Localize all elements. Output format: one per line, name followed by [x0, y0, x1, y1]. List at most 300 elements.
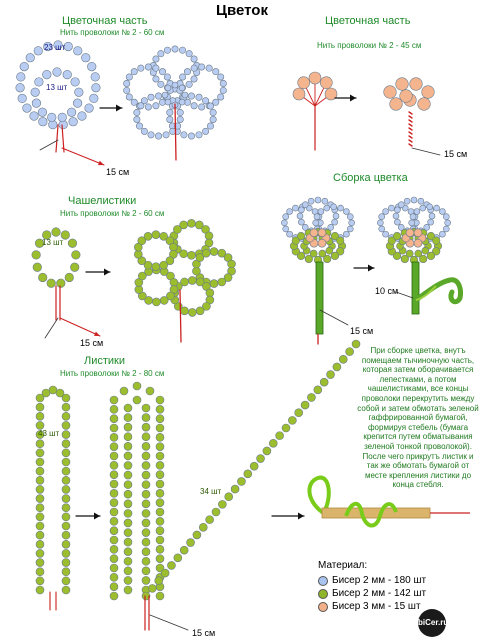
- bead: [36, 540, 44, 548]
- bead: [36, 467, 44, 475]
- bead: [142, 548, 150, 556]
- bead: [131, 99, 137, 105]
- bead: [110, 555, 118, 563]
- bead: [400, 90, 413, 103]
- bead: [124, 481, 132, 489]
- bead: [281, 220, 287, 226]
- bead: [36, 586, 44, 594]
- bead: [156, 396, 164, 404]
- bead: [156, 508, 164, 516]
- bead: [196, 307, 204, 315]
- bead: [124, 509, 132, 517]
- bead: [156, 480, 164, 488]
- bead: [333, 213, 339, 219]
- bead: [418, 198, 424, 204]
- bead: [443, 226, 449, 232]
- bead: [42, 70, 51, 79]
- bead: [220, 87, 226, 93]
- stem: [412, 262, 419, 314]
- pointer-line: [320, 310, 348, 325]
- bead: [179, 74, 185, 80]
- bead: [33, 263, 42, 272]
- bead: [186, 50, 192, 56]
- bead: [180, 546, 188, 554]
- bead: [124, 586, 132, 594]
- bead: [383, 231, 389, 237]
- bead: [347, 226, 353, 232]
- flower-part-thread-2: Нить проволоки № 2 - 45 см: [317, 41, 422, 50]
- bead: [207, 103, 213, 109]
- bead: [167, 116, 173, 122]
- bead: [110, 415, 118, 423]
- bead: [338, 205, 344, 211]
- bead: [62, 421, 70, 429]
- flower-part-heading-1: Цветочная часть: [62, 15, 148, 27]
- bead: [331, 252, 339, 260]
- measure-line: [60, 318, 100, 336]
- bead: [282, 424, 290, 432]
- bead: [62, 586, 70, 594]
- bead: [443, 214, 449, 220]
- count-34-label: 34 шт: [200, 487, 222, 496]
- bead: [38, 108, 47, 117]
- bead: [161, 569, 169, 577]
- bead: [124, 519, 132, 527]
- bead: [287, 231, 293, 237]
- bead: [36, 403, 44, 411]
- bead: [210, 109, 216, 115]
- bead: [136, 123, 142, 129]
- bead: [439, 231, 445, 237]
- bead: [110, 564, 118, 572]
- bead: [124, 500, 132, 508]
- bead: [302, 202, 308, 208]
- bead: [218, 500, 226, 508]
- bead: [73, 47, 82, 56]
- material-label: Бисер 2 мм - 180 шт: [332, 575, 427, 586]
- bead: [179, 47, 185, 53]
- bead: [165, 99, 171, 105]
- bead: [124, 414, 132, 422]
- bead: [131, 68, 137, 74]
- bead: [331, 204, 337, 210]
- bead: [81, 53, 90, 62]
- bead: [85, 104, 94, 113]
- bead: [191, 56, 197, 62]
- bead: [142, 433, 150, 441]
- bead: [377, 220, 383, 226]
- bead: [42, 389, 50, 397]
- bead: [126, 74, 132, 80]
- bead: [326, 247, 333, 254]
- bead: [269, 439, 277, 447]
- bead: [110, 583, 118, 591]
- bead: [31, 88, 40, 97]
- bead: [155, 133, 161, 139]
- bead: [30, 112, 39, 121]
- bead: [212, 508, 220, 516]
- bead: [393, 213, 399, 219]
- bead: [394, 207, 400, 213]
- wire: [56, 125, 58, 152]
- bead: [47, 279, 56, 288]
- bead: [110, 489, 118, 497]
- bead: [142, 567, 150, 575]
- bead: [62, 403, 70, 411]
- bead: [422, 247, 429, 254]
- bead-swatch-orange: [318, 602, 328, 612]
- bead: [120, 387, 128, 395]
- bead: [110, 443, 118, 451]
- bead: [225, 493, 233, 501]
- bead: [134, 109, 140, 115]
- bead: [162, 92, 168, 98]
- bead: [429, 213, 435, 219]
- bead: [390, 98, 403, 111]
- bead: [142, 576, 150, 584]
- bead: [142, 529, 150, 537]
- count-13-sepal-label: 13 шт: [42, 238, 64, 247]
- material-item: [318, 600, 426, 613]
- bead: [257, 455, 265, 463]
- bead: [124, 490, 132, 498]
- bead: [153, 65, 159, 71]
- bead: [62, 568, 70, 576]
- bead: [191, 65, 197, 71]
- pointer-line: [40, 140, 58, 150]
- length-label-sepals: 15 см: [80, 338, 104, 348]
- bead: [218, 278, 226, 286]
- bead: [32, 99, 41, 108]
- bead: [383, 208, 389, 214]
- bead: [56, 279, 65, 288]
- length-label-leaves: 15 см: [192, 628, 216, 638]
- assembly-notes: При сборке цветка, внутъ помещаем тычиночную часть, которая затем оборачивается лепестками, а потом чашелистиками, все концы проволоки перекрутить между собой и затем обмотать зеленой гаффрированной бумагой, формируя стебель (бумага крепится путем обматывания зеленой тонкой проволокой). После чего прикрутъ листик и так же обмотать бумагой от месте крепления листики до конца стебля.: [357, 346, 479, 490]
- bead: [191, 76, 197, 82]
- bead: [379, 214, 385, 220]
- bead: [384, 86, 397, 99]
- bead: [210, 248, 218, 256]
- bead: [58, 113, 67, 122]
- leaves-heading: Листики: [84, 355, 126, 367]
- bead: [174, 554, 182, 562]
- bead: [333, 363, 341, 371]
- bead: [158, 81, 164, 87]
- bead: [287, 208, 293, 214]
- bead: [142, 538, 150, 546]
- bead: [110, 517, 118, 525]
- bead: [156, 433, 164, 441]
- bead: [148, 132, 154, 138]
- bead: [62, 549, 70, 557]
- bead: [56, 389, 64, 397]
- bead: [346, 348, 354, 356]
- bead: [110, 527, 118, 535]
- bead: [124, 567, 132, 575]
- bead: [124, 80, 130, 86]
- bead: [409, 220, 415, 226]
- bead: [439, 208, 445, 214]
- bead: [36, 549, 44, 557]
- bead: [124, 423, 132, 431]
- bead: [142, 414, 150, 422]
- bead: [16, 83, 25, 92]
- bead: [167, 109, 173, 115]
- bead: [52, 228, 61, 237]
- length-label-10: 10 см: [375, 286, 399, 296]
- bead: [156, 489, 164, 497]
- bead: [288, 416, 296, 424]
- bead: [406, 250, 413, 257]
- bead: [153, 76, 159, 82]
- bead: [196, 132, 202, 138]
- bead: [36, 440, 44, 448]
- bead: [110, 499, 118, 507]
- bead: [47, 113, 56, 122]
- bead: [228, 260, 236, 268]
- bead: [156, 424, 164, 432]
- wire: [409, 124, 412, 126]
- bead: [138, 65, 144, 71]
- bead: [92, 83, 101, 92]
- bead: [182, 92, 188, 98]
- bead: [142, 481, 150, 489]
- bead: [124, 529, 132, 537]
- bead: [210, 116, 216, 122]
- bead: [110, 405, 118, 413]
- bead: [322, 198, 328, 204]
- bead: [63, 70, 72, 79]
- bead-swatch-green: [318, 589, 328, 599]
- wire: [409, 136, 412, 138]
- bead: [432, 237, 440, 245]
- bead: [110, 573, 118, 581]
- bead: [62, 504, 70, 512]
- bead: [181, 278, 189, 286]
- bead: [142, 461, 150, 469]
- bead: [198, 64, 204, 70]
- bead: [156, 452, 164, 460]
- bead: [196, 94, 202, 100]
- bead: [250, 462, 258, 470]
- material-label: Бисер 3 мм - 15 шт: [332, 601, 421, 612]
- bead: [180, 221, 188, 229]
- material-item: [318, 587, 426, 600]
- bead: [62, 458, 70, 466]
- material-item: [318, 574, 426, 587]
- bead: [148, 94, 154, 100]
- arrow-head: [368, 265, 374, 272]
- bead: [110, 461, 118, 469]
- bead: [313, 220, 319, 226]
- bead: [163, 132, 169, 138]
- bead: [160, 261, 168, 269]
- bead: [36, 485, 44, 493]
- page-title: Цветок: [216, 2, 268, 19]
- bead: [207, 123, 213, 129]
- bead: [26, 53, 35, 62]
- bead: [36, 449, 44, 457]
- bead: [69, 117, 78, 126]
- bead: [343, 208, 349, 214]
- bead: [283, 226, 289, 232]
- bicer-logo: biCer.ru: [418, 609, 446, 637]
- bead: [134, 250, 142, 258]
- bead: [315, 197, 321, 203]
- bead: [320, 77, 332, 89]
- bead: [144, 232, 152, 240]
- bead: [199, 523, 207, 531]
- bead: [36, 577, 44, 585]
- bead: [172, 46, 178, 52]
- bead: [410, 214, 416, 220]
- leaves-thread: Нить проволоки № 2 - 80 см: [60, 369, 165, 378]
- bead: [75, 88, 84, 97]
- bead: [319, 250, 326, 257]
- flower-part-thread-1: Нить проволоки № 2 - 60 см: [60, 28, 165, 37]
- bead: [110, 471, 118, 479]
- bead: [187, 539, 195, 547]
- bead: [156, 461, 164, 469]
- bead: [20, 62, 29, 71]
- bead: [124, 461, 132, 469]
- bead: [36, 458, 44, 466]
- bead: [406, 229, 414, 237]
- bead: [156, 527, 164, 535]
- bead: [179, 85, 185, 91]
- bead: [318, 239, 326, 247]
- bead: [155, 577, 163, 585]
- wire: [409, 128, 412, 130]
- bead: [87, 62, 96, 71]
- bead: [53, 68, 62, 77]
- bead: [110, 545, 118, 553]
- bead: [135, 286, 143, 294]
- bead: [295, 409, 303, 417]
- pointer-line: [150, 615, 188, 630]
- bead: [110, 480, 118, 488]
- bead: [318, 208, 324, 214]
- bead: [73, 99, 82, 108]
- bead: [142, 509, 150, 517]
- bead: [414, 229, 422, 237]
- wire: [180, 290, 181, 342]
- bead: [62, 513, 70, 521]
- bead: [124, 87, 130, 93]
- length-label-flower-2: 15 см: [444, 149, 468, 159]
- bead: [142, 490, 150, 498]
- bead: [156, 517, 164, 525]
- bead: [310, 229, 318, 237]
- bead: [205, 232, 213, 240]
- bead: [217, 94, 223, 100]
- bead: [142, 452, 150, 460]
- bead: [159, 68, 165, 74]
- bead: [133, 396, 141, 404]
- bead: [62, 449, 70, 457]
- bead: [297, 213, 303, 219]
- bead: [404, 198, 410, 204]
- bead: [298, 219, 304, 225]
- material-label: Бисер 2 мм - 142 шт: [332, 588, 427, 599]
- bead: [142, 404, 150, 412]
- bead: [388, 205, 394, 211]
- bead: [213, 68, 219, 74]
- bead: [418, 98, 431, 111]
- bead: [347, 214, 353, 220]
- bead: [298, 207, 304, 213]
- bead: [39, 117, 48, 126]
- bead: [206, 65, 212, 71]
- bead: [310, 250, 317, 257]
- bead: [160, 296, 168, 304]
- bead: [187, 219, 195, 227]
- bead: [167, 561, 175, 569]
- bead: [297, 232, 305, 240]
- bead: [309, 72, 321, 84]
- bead: [62, 495, 70, 503]
- bead: [145, 64, 151, 70]
- bead: [142, 423, 150, 431]
- bead: [156, 415, 164, 423]
- wrapped-stem: [322, 508, 430, 518]
- bead: [67, 108, 76, 117]
- count-23-label: 23 шт: [44, 43, 66, 52]
- bead: [314, 386, 322, 394]
- bead: [36, 412, 44, 420]
- bead: [181, 132, 187, 138]
- bead: [110, 592, 118, 600]
- bead: [206, 516, 214, 524]
- bead: [110, 508, 118, 516]
- bead: [445, 220, 451, 226]
- bead: [156, 443, 164, 451]
- sepals-heading: Чашелистики: [68, 195, 137, 207]
- bead: [156, 471, 164, 479]
- bead: [202, 98, 208, 104]
- bead: [152, 231, 160, 239]
- bead: [124, 548, 132, 556]
- flower-part-heading-2: Цветочная часть: [325, 15, 411, 27]
- bead: [38, 273, 47, 282]
- materials-list: [318, 560, 426, 613]
- bead: [164, 47, 170, 53]
- bead: [62, 412, 70, 420]
- bead: [36, 504, 44, 512]
- bead: [156, 592, 164, 600]
- bead: [170, 278, 178, 286]
- bead: [164, 74, 170, 80]
- bead: [32, 251, 41, 260]
- bead: [414, 208, 420, 214]
- bead: [146, 387, 154, 395]
- bead: [62, 476, 70, 484]
- arrow-head: [104, 269, 110, 276]
- bead: [187, 251, 195, 259]
- bead: [23, 104, 32, 113]
- bead: [206, 289, 214, 297]
- bead: [152, 263, 160, 271]
- bead: [155, 93, 161, 99]
- bead: [293, 88, 305, 100]
- bead: [276, 432, 284, 440]
- bead: [165, 85, 171, 91]
- bead: [152, 298, 160, 306]
- bead: [65, 273, 74, 282]
- bead: [301, 401, 309, 409]
- wire: [409, 140, 412, 142]
- bead: [62, 431, 70, 439]
